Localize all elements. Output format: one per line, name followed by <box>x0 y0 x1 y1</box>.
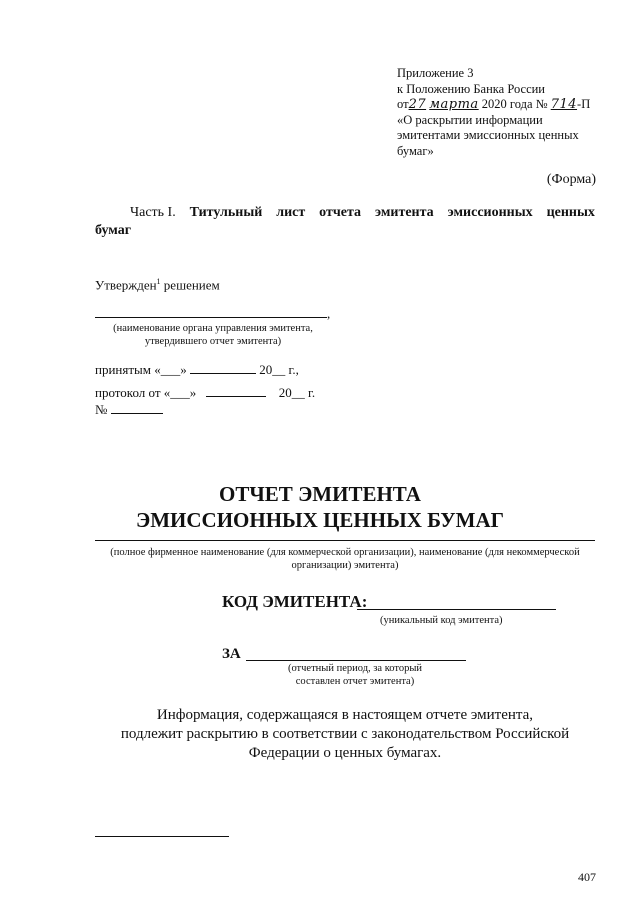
accepted-line <box>95 362 299 378</box>
date-prefix: от <box>397 97 409 111</box>
handwritten-day: 27 <box>408 97 427 112</box>
number-suffix: -П <box>577 97 591 111</box>
appendix-line-2: к Положению Банка России <box>397 81 545 96</box>
protocol-month-blank <box>206 396 266 397</box>
organ-caption <box>95 322 331 348</box>
approved-label: Утвержден <box>95 277 157 293</box>
organ-name-line <box>95 309 327 318</box>
part-prefix: Часть I. <box>130 205 176 220</box>
page-number: 407 <box>578 870 596 884</box>
issuer-code-label: КОД ЭМИТЕНТА: <box>222 592 368 611</box>
accepted-month-blank <box>190 373 256 374</box>
info-line-3: Федерации о ценных бумагах. <box>248 745 442 761</box>
appendix-date-line <box>397 97 590 113</box>
period-line <box>246 660 466 661</box>
appendix-line-1: Приложение 3 <box>397 66 474 80</box>
handwritten-number: 714 <box>550 97 578 112</box>
approved-decision: решением <box>163 277 220 293</box>
issuer-code-line <box>357 609 556 610</box>
part-title-word: Титульный <box>189 205 263 220</box>
part-heading <box>95 204 595 240</box>
period-caption-line-1: (отчетный период, за который <box>287 663 423 674</box>
accepted-year: 20__ г., <box>259 362 299 377</box>
protocol-number-label: № <box>95 402 108 417</box>
info-line-2: подлежит раскрытию в соответствии с законодательством Российской <box>120 726 570 742</box>
part-title-word: эмиссионных <box>447 205 533 220</box>
issuer-code-caption: (уникальный код эмитента) <box>380 615 503 626</box>
protocol-year: 20__ г. <box>278 385 316 400</box>
part-title-word: лист <box>276 205 306 220</box>
organ-comma: , <box>327 306 331 321</box>
issuer-name-line <box>95 540 595 541</box>
protocol-line <box>95 385 315 401</box>
period-label: ЗА <box>222 646 241 662</box>
issuer-caption: (полное фирменное наименование (для коммерческой организации), наименование (для некоммерческой организации) эмитента) <box>110 547 580 571</box>
form-label: (Форма) <box>546 172 596 187</box>
appendix-header <box>397 66 590 159</box>
appendix-line-6: бумаг» <box>397 143 434 158</box>
date-year: 2020 года № <box>481 97 548 111</box>
accepted-label: принятым «___» <box>95 362 187 377</box>
protocol-number-blank <box>111 413 163 414</box>
appendix-line-4: «О раскрытии информации <box>397 112 543 127</box>
handwritten-month: марта <box>429 97 479 112</box>
approved-line <box>95 277 220 293</box>
report-title <box>0 481 640 533</box>
footnote-mark: 1 <box>156 277 161 286</box>
disclosure-info <box>95 706 595 763</box>
protocol-label: протокол от «___» <box>95 385 197 400</box>
period-caption-line-2: составлен отчет эмитента) <box>295 676 415 687</box>
footnote-separator <box>95 836 229 837</box>
info-line-1: Информация, содержащаяся в настоящем отчете эмитента, <box>156 707 534 723</box>
report-title-line-1: ОТЧЕТ ЭМИТЕНТА <box>219 482 421 506</box>
part-title-word: ценных <box>546 205 595 220</box>
organ-caption-line-1: (наименование органа управления эмитента, <box>113 323 313 334</box>
part-title-end: бумаг <box>95 223 132 238</box>
protocol-number-line <box>95 402 163 418</box>
part-title-word: отчета <box>319 205 362 220</box>
organ-caption-line-2: утвердившего отчет эмитента) <box>144 336 282 347</box>
period-caption <box>270 662 440 688</box>
report-title-line-2: ЭМИССИОННЫХ ЦЕННЫХ БУМАГ <box>135 508 505 532</box>
appendix-line-5: эмитентами эмиссионных ценных <box>397 128 579 142</box>
part-title-word: эмитента <box>374 205 434 220</box>
